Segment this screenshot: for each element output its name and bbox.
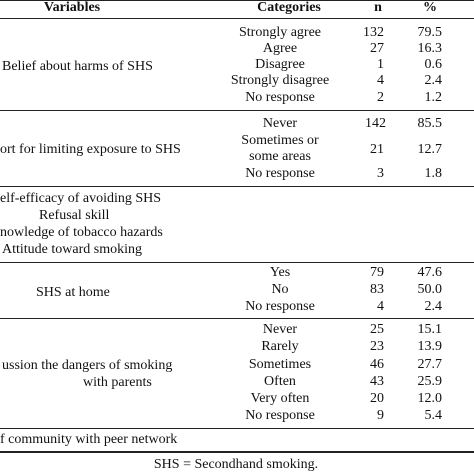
header-n: n: [374, 0, 382, 15]
n-cell: 27: [370, 41, 384, 56]
percent-cell: 16.3: [417, 41, 442, 56]
percent-cell: 25.9: [417, 374, 442, 389]
header-rule: [0, 18, 474, 19]
percent-cell: 15.1: [417, 322, 442, 337]
n-cell: 3: [377, 166, 384, 181]
section-rule: [0, 186, 474, 187]
category-cell: Yes: [269, 265, 291, 280]
n-cell: 132: [363, 25, 384, 40]
category-cell: Strongly disagree: [230, 73, 330, 88]
section-rule: [0, 110, 474, 111]
percent-cell: 13.9: [417, 339, 442, 354]
category-cell: No: [271, 282, 289, 297]
variable-label: Belief about harms of SHS: [2, 59, 153, 74]
category-cell: Very often: [250, 391, 310, 406]
percent-cell: 1.2: [424, 90, 442, 105]
n-cell: 43: [370, 374, 384, 389]
category-cell: Sometimes: [248, 357, 312, 372]
n-cell: 23: [370, 339, 384, 354]
variable-label: f community with peer network: [0, 432, 178, 447]
percent-cell: 79.5: [417, 25, 442, 40]
category-cell: No response: [245, 299, 315, 314]
percent-cell: 12.7: [417, 142, 442, 157]
n-cell: 9: [377, 408, 384, 423]
n-cell: 46: [370, 357, 384, 372]
category-cell: Disagree: [255, 57, 305, 72]
n-cell: 4: [377, 73, 384, 88]
category-cell: Never: [262, 322, 298, 337]
variable-label: nowledge of tobacco hazards: [0, 225, 163, 240]
n-cell: 21: [370, 142, 384, 157]
category-cell: Strongly agree: [238, 25, 322, 40]
category-cell: Rarely: [261, 339, 299, 354]
variable-label: Refusal skill: [39, 208, 110, 223]
percent-cell: 5.4: [424, 408, 442, 423]
percent-cell: 12.0: [417, 391, 442, 406]
variable-label: elf-efficacy of avoiding SHS: [0, 191, 162, 206]
percent-cell: 85.5: [417, 116, 442, 131]
percent-cell: 2.4: [424, 73, 442, 88]
section-rule: [0, 428, 474, 429]
variable-label: ort for limiting exposure to SHS: [0, 142, 181, 157]
n-cell: 1: [377, 57, 384, 72]
percent-cell: 1.8: [424, 166, 442, 181]
n-cell: 83: [370, 282, 384, 297]
percent-cell: 0.6: [424, 57, 442, 72]
variable-label: with parents: [83, 375, 152, 390]
category-cell: No response: [245, 90, 315, 105]
bottom-rule: [0, 451, 474, 453]
n-cell: 25: [370, 322, 384, 337]
category-cell: Often: [264, 374, 296, 389]
table-footnote: SHS = Secondhand smoking.: [153, 457, 319, 472]
category-cell: No response: [245, 408, 315, 423]
percent-cell: 27.7: [417, 357, 442, 372]
category-cell: No response: [245, 166, 315, 181]
section-rule: [0, 262, 474, 263]
category-cell: some areas: [249, 149, 311, 164]
n-cell: 20: [370, 391, 384, 406]
percent-cell: 47.6: [417, 265, 442, 280]
category-cell: Agree: [262, 41, 298, 56]
variable-label: ussion the dangers of smoking: [2, 358, 173, 373]
header-percent: %: [423, 0, 437, 15]
header-categories: Categories: [257, 0, 321, 15]
percent-cell: 2.4: [424, 299, 442, 314]
header-variables: Variables: [43, 0, 101, 15]
percent-cell: 50.0: [417, 282, 442, 297]
category-cell: Sometimes or: [241, 133, 319, 148]
n-cell: 79: [370, 265, 384, 280]
n-cell: 142: [365, 116, 386, 131]
n-cell: 4: [377, 299, 384, 314]
category-cell: Never: [262, 116, 298, 131]
variable-label: Attitude toward smoking: [2, 242, 142, 257]
n-cell: 2: [377, 90, 384, 105]
variable-label: SHS at home: [36, 285, 110, 300]
section-rule: [0, 318, 474, 319]
